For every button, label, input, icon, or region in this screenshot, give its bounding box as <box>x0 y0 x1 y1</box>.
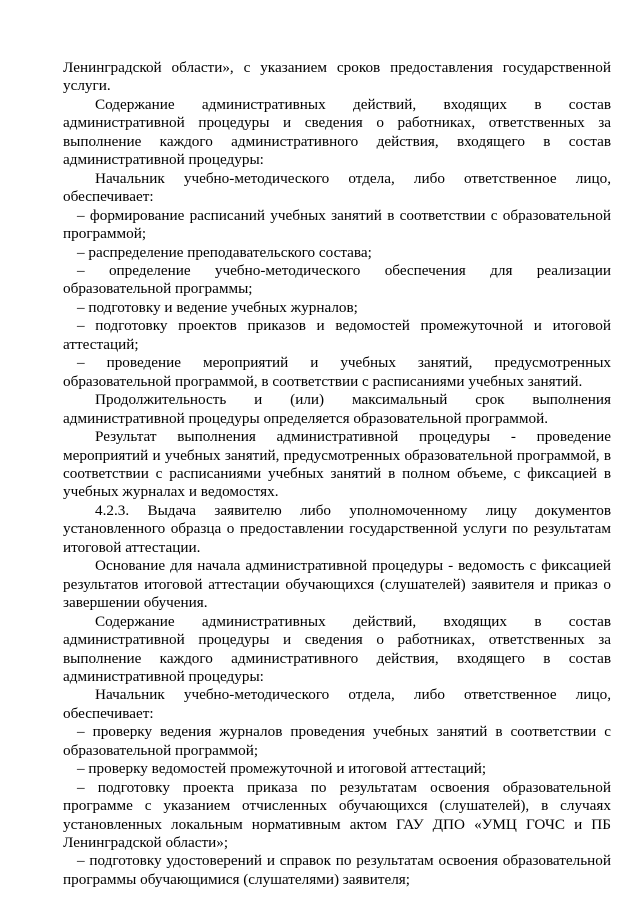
list-item: – проведение мероприятий и учебных занятий, предусмотренных образовательной программой, в соответствии с расписаниями учебных занятий. <box>63 354 611 390</box>
section-heading-paragraph: 4.2.3. Выдача заявителю либо уполномоченному лицу документов установленного образца о предоставлении государственной услуги по результатам итоговой аттестации. <box>63 501 611 556</box>
list-item: – подготовку проектов приказов и ведомостей промежуточной и итоговой аттестаций; <box>63 317 611 353</box>
paragraph: Результат выполнения административной процедуры - проведение мероприятий и учебных занятий, предусмотренных образовательной программой, в соответствии с расписаниями учебных занятий в полном объеме, с фиксацией в учебных журналах и ведомостях. <box>63 428 611 501</box>
list-item: – подготовку и ведение учебных журналов; <box>77 298 358 316</box>
list-item: – определение учебно-методического обеспечения для реализации образовательной программы; <box>63 261 611 298</box>
list-item: – проверку ведомостей промежуточной и итоговой аттестаций; <box>77 760 487 778</box>
paragraph: Ленинградской области», с указанием сроков предоставления государственной услуги. <box>63 59 611 95</box>
paragraph: Продолжительность и (или) максимальный срок выполнения административной процедуры определяется образовательной программой. <box>63 391 611 427</box>
paragraph: Начальник учебно-методического отдела, либо ответственное лицо, обеспечивает: <box>63 169 611 206</box>
list-item: – подготовку удостоверений и справок по результатам освоения образовательной программы обучающимися (слушателями) заявителя; <box>63 852 611 888</box>
list-item: – проверку ведения журналов проведения учебных занятий в соответствии с образовательной программой; <box>63 723 611 759</box>
list-item: – распределение преподавательского состава; <box>77 243 372 261</box>
paragraph: Начальник учебно-методического отдела, либо ответственное лицо, обеспечивает: <box>63 686 611 722</box>
paragraph: Содержание административных действий, входящих в состав административной процедуры и сведения о работниках, ответственных за выполнение каждого административного действия, входящего в состав административной процедуры: <box>63 95 611 169</box>
list-item: – подготовку проекта приказа по результатам освоения образовательной программе с указанием отчисленных обучающихся (слушателей), в случаях установленных локальным нормативным актом ГАУ ДПО «УМЦ ГОЧС и ПБ Ленинградской области»; <box>63 778 611 852</box>
list-item: – формирование расписаний учебных занятий в соответствии с образовательной программой; <box>63 206 611 243</box>
paragraph: Содержание административных действий, входящих в состав административной процедуры и сведения о работниках, ответственных за выполнение каждого административного действия, входящего в состав административной процедуры: <box>63 612 611 685</box>
paragraph: Основание для начала административной процедуры - ведомость с фиксацией результатов итоговой аттестации обучающихся (слушателей) заявителя и приказ о завершении обучения. <box>63 557 611 612</box>
